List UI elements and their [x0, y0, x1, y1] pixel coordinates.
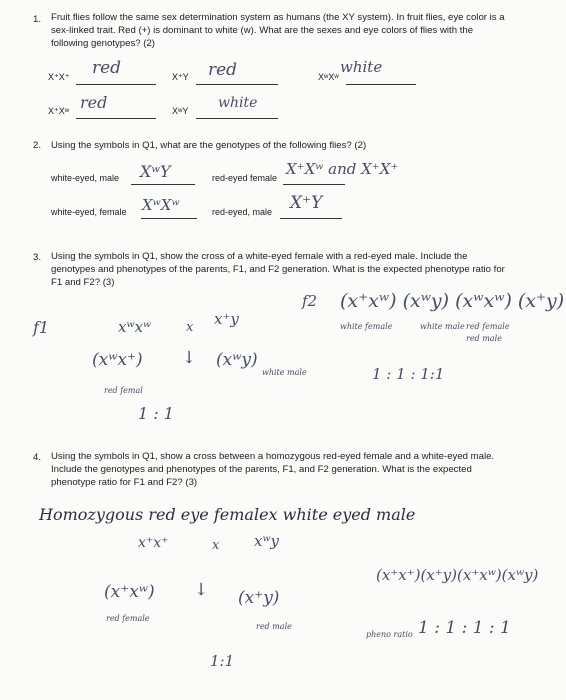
q1-label-5: XʷY — [172, 106, 189, 116]
q3-f2-pheno-2: white male — [420, 322, 465, 331]
q1-answer-5: white — [218, 95, 258, 111]
q1-answer-1: red — [92, 58, 122, 78]
q3-f1-label: f1 — [33, 318, 50, 337]
q3-f1-female-pheno: red femal — [104, 386, 143, 395]
q1-answer-3: white — [340, 58, 383, 76]
q4-f1-female-pheno: red female — [106, 614, 150, 623]
q3-parent-male: x⁺y — [214, 310, 239, 328]
q4-f1-male: (x⁺y) — [238, 588, 280, 608]
q1-number: 1. — [33, 14, 42, 25]
q4-f1-ratio: 1:1 — [210, 652, 235, 670]
q4-f2-ratio-label: pheno ratio — [366, 630, 413, 639]
q4-f1-male-pheno: red male — [256, 622, 292, 631]
q3-f2-pheno-4: red male — [466, 334, 502, 343]
q3-f1-ratio: 1 : 1 — [138, 404, 174, 423]
q2-label-3: white-eyed, female — [51, 207, 127, 217]
q1-blank-4 — [76, 118, 156, 119]
q2-number: 2. — [33, 140, 42, 151]
q3-f2-pheno-1: white female — [340, 322, 393, 331]
q4-parent-female: x⁺x⁺ — [138, 535, 169, 551]
q1-blank-5 — [196, 118, 278, 119]
q2-prompt: Using the symbols in Q1, what are the genotypes of the following flies? (2) — [51, 140, 367, 151]
q1-prompt: Fruit flies follow the same sex determination system as humans (the XY system). In fruit flies, eye color is a sex-linked trait. Red (+) is dominant to white (w). What are the sexes and eye colors of flies with the following genotypes? (2) — [51, 12, 505, 49]
q2-answer-3: XʷXʷ — [142, 196, 180, 214]
q2-label-4: red-eyed, male — [212, 207, 273, 217]
q2-answer-2: X⁺Xʷ and X⁺X⁺ — [286, 160, 399, 178]
q4-arrow: ↓ — [194, 580, 209, 600]
q4-cross-x: x — [212, 538, 220, 553]
q1-blank-1 — [76, 84, 156, 85]
q3-f2-ratio: 1 : 1 : 1:1 — [372, 365, 445, 383]
q2-answer-1: XʷY — [140, 162, 171, 181]
q3-prompt: Using the symbols in Q1, show the cross of a white-eyed female with a red-eyed male. Include the genotypes and phenotypes of the parents, F1, and F2 generation. What is the expected phenotype ratio for F1 and F2? (3) — [51, 251, 505, 288]
q3-number: 3. — [33, 252, 42, 263]
q3-f1-male-pheno: white male — [262, 368, 307, 377]
q3-parent-female: xʷxʷ — [118, 318, 152, 336]
q2-blank-1 — [131, 184, 195, 185]
q3-f1-female: (xʷx⁺) — [92, 350, 143, 370]
q3-f2-label: f2 — [302, 292, 318, 310]
q4-heading: Homozygous red eye femalex white eyed male — [39, 505, 416, 524]
q1-label-1: X⁺X⁺ — [48, 72, 70, 82]
q3-cross-x: x — [186, 320, 194, 335]
q3-f2-genotypes: (x⁺xʷ) (xʷy) (xʷxʷ) (x⁺y) — [340, 290, 565, 312]
q2-answer-4: X⁺Y — [290, 193, 323, 213]
q3-f1-male: (xʷy) — [216, 350, 258, 370]
q1-blank-3 — [346, 84, 416, 85]
q1-blank-2 — [196, 84, 278, 85]
q4-prompt: Using the symbols in Q1, show a cross between a homozygous red-eyed female and a white-eyed male. Include the genotypes and phenotypes of the parents, F1, and F2 generation. What is the expected phenotype ratio for F1 and F2? (3) — [51, 451, 495, 488]
q3-arrow: ↓ — [182, 348, 197, 368]
q1-label-4: X⁺Xʷ — [48, 106, 70, 116]
q2-blank-3 — [141, 218, 197, 219]
q1-answer-2: red — [208, 60, 238, 80]
q1-answer-4: red — [80, 93, 108, 112]
q4-parent-male: xʷy — [254, 532, 280, 550]
q2-blank-4 — [280, 218, 342, 219]
q2-label-2: red-eyed female — [212, 173, 278, 183]
q4-number: 4. — [33, 452, 42, 463]
q2-label-1: white-eyed, male — [51, 173, 120, 183]
q1-label-2: X⁺Y — [172, 72, 189, 82]
q4-f2-ratio: 1 : 1 : 1 : 1 — [418, 618, 511, 638]
q1-label-3: XʷXʷ — [318, 72, 339, 82]
q3-f2-pheno-3: red female — [466, 322, 510, 331]
q2-blank-2 — [283, 184, 345, 185]
q4-f2-genotypes: (x⁺x⁺)(x⁺y)(x⁺xʷ)(xʷy) — [376, 566, 539, 584]
q4-f1-female: (x⁺xʷ) — [104, 582, 155, 602]
